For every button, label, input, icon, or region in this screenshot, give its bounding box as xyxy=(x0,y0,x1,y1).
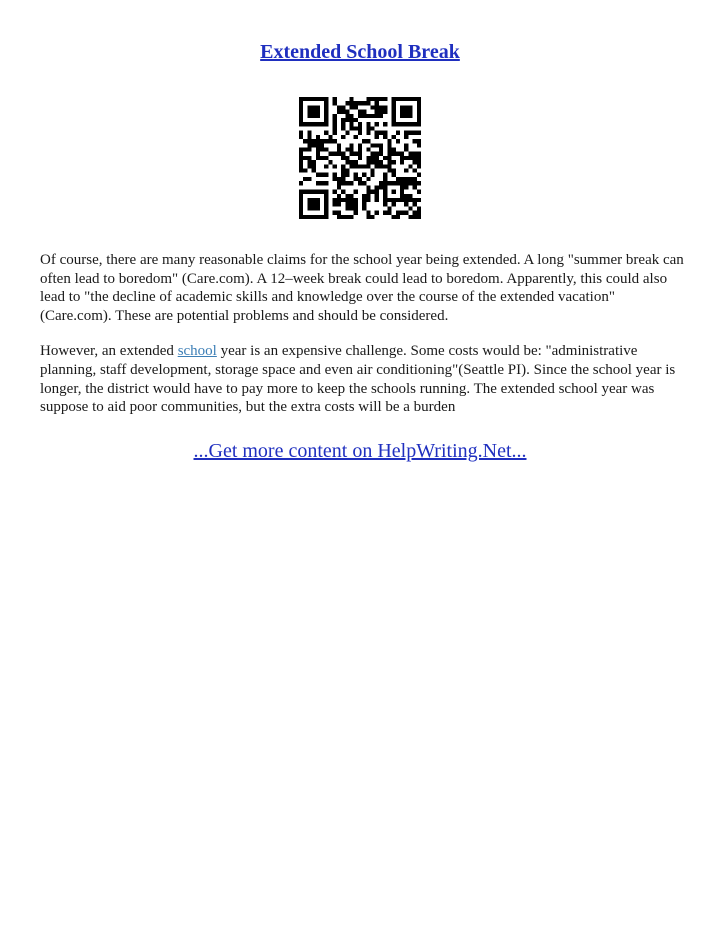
paragraph-1: Of course, there are many reasonable claims for the school year being extended. A long "summer break can often lead to boredom" (Care.com). A 12–week break could lead to boredom. Apparently, this could also lead to "the decline of academic skills and knowledge over the course of the extended vacation" (Care.com). These are potential problems and should be considered. xyxy=(40,252,684,324)
body-text xyxy=(40,251,685,434)
paragraph-2-start: However, an extended xyxy=(40,343,178,360)
get-more-content-link[interactable]: ...Get more content on HelpWriting.Net... xyxy=(193,440,527,462)
document-title-link[interactable]: Extended School Break xyxy=(260,41,460,63)
qr-code-icon xyxy=(299,97,421,219)
paragraph-2-end: year is an expensive challenge. Some costs would be: "administrative planning, staff development, storage space and even air conditioning"(Seattle PI). Since the school year is longer, the district would have to pay more to keep the schools running. The extended school year was suppose to aid poor communities, but the extra costs will be a burden xyxy=(40,343,676,416)
paragraph-2 xyxy=(40,342,685,416)
school-link[interactable]: school xyxy=(177,343,217,360)
